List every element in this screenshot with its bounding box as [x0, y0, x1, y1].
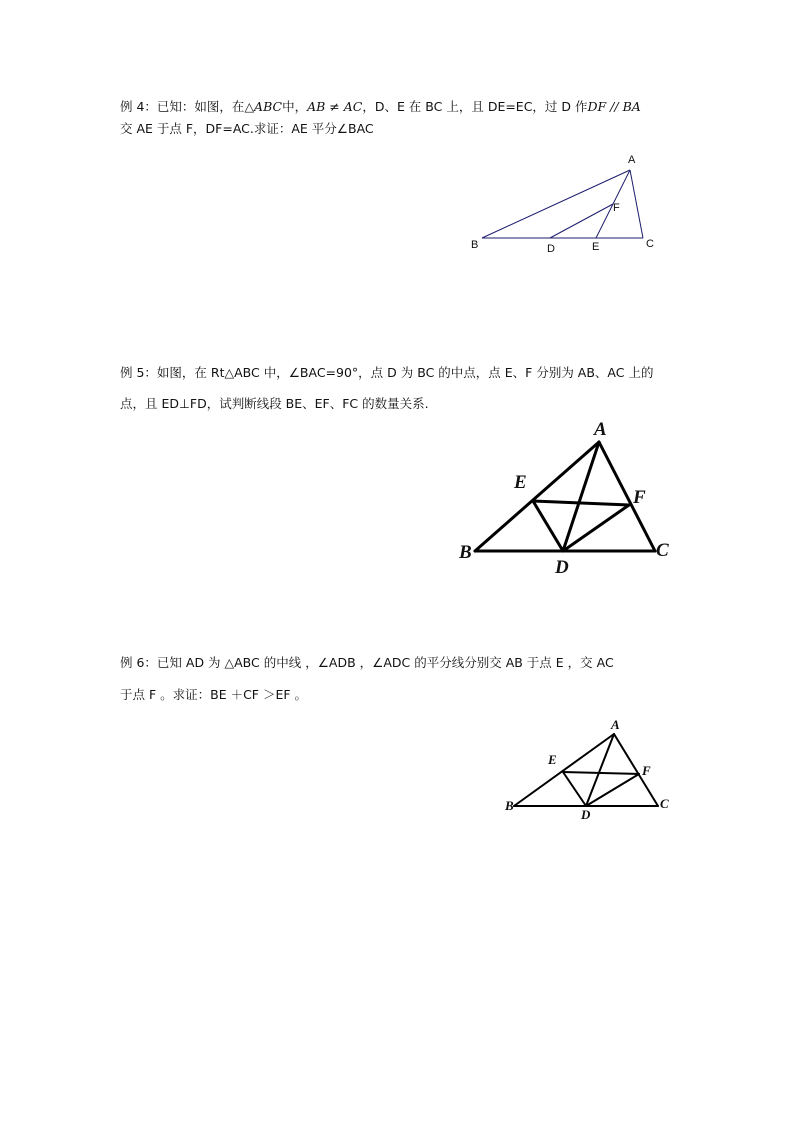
- example-4-text-a: 例 4：已知：如图，在: [120, 99, 245, 114]
- label-d: D: [581, 807, 591, 822]
- label-b: B: [459, 542, 472, 563]
- segment-ed: [533, 501, 563, 551]
- segment-ed: [563, 772, 586, 806]
- example-4-text-b: 中，: [282, 99, 308, 114]
- segment-fd: [586, 774, 639, 806]
- label-d: D: [547, 243, 555, 255]
- triangle-abc-symbol: △ABC: [244, 99, 283, 114]
- ab-neq-ac-formula: AB ≠ AC: [307, 99, 363, 114]
- example-5-diagram: [455, 410, 680, 585]
- label-c: C: [656, 540, 669, 561]
- example-4-line-2: 交 AE 于点 F，DF=AC.求证：AE 平分∠BAC: [120, 121, 374, 136]
- example-4-diagram: [460, 150, 670, 260]
- example-6-line-2: 于点 F 。求证：BE ＋CF ＞EF 。: [120, 687, 308, 702]
- label-c: C: [646, 238, 654, 250]
- label-b: B: [471, 239, 479, 251]
- segment-ef: [563, 772, 639, 774]
- label-f: F: [633, 487, 646, 508]
- label-e: E: [592, 241, 600, 253]
- example-6-line-1: 例 6：已知 AD 为 △ABC 的中线 ，∠ADB ，∠ADC 的平分线分别交 AB 于点 E ，交 AC: [120, 655, 614, 670]
- df-parallel-ba-formula: DF // BA: [587, 99, 641, 114]
- example-5-line-1: 例 5：如图，在 Rt△ABC 中，∠BAC=90°，点 D 为 BC 的中点，点 E、F 分别为 AB、AC 上的: [120, 365, 654, 380]
- example-6-diagram: [500, 712, 685, 827]
- example-4-text-c: ，D、E 在 BC 上，且 DE=EC，过 D 作: [362, 99, 588, 114]
- segment-ab: [482, 170, 630, 238]
- label-e: E: [548, 752, 557, 767]
- label-f: F: [613, 202, 620, 214]
- label-d: D: [555, 557, 569, 578]
- label-a: A: [628, 154, 636, 166]
- label-e: E: [514, 472, 527, 493]
- segment-ac: [614, 734, 658, 806]
- label-b: B: [505, 798, 514, 813]
- example-5-line-2: 点，且 ED⊥FD，试判断线段 BE、EF、FC 的数量关系.: [120, 396, 429, 411]
- segment-df: [550, 204, 613, 238]
- label-f: F: [642, 763, 651, 778]
- example-4-line-1: [120, 98, 641, 116]
- label-a: A: [594, 419, 607, 440]
- label-a: A: [611, 717, 620, 732]
- label-c: C: [660, 796, 669, 811]
- segment-ef: [533, 501, 629, 505]
- segment-ac: [599, 442, 655, 551]
- segment-fd: [563, 505, 629, 551]
- segment-ac: [630, 170, 643, 238]
